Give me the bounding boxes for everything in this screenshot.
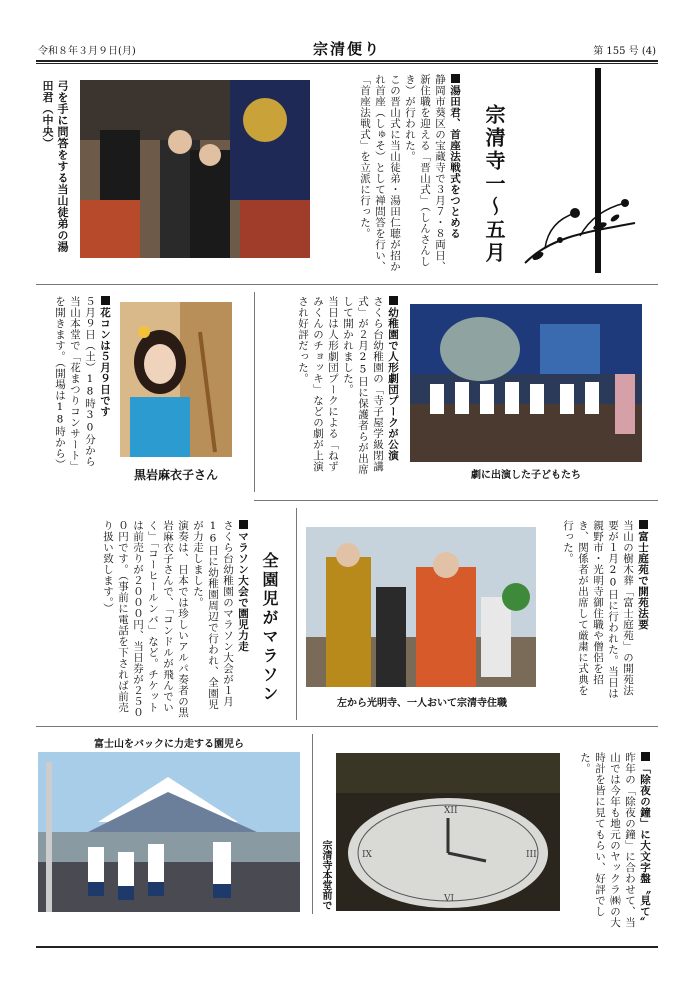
article5-caption: 富士山をバックに力走する園児ら <box>94 739 244 750</box>
svg-text:VI: VI <box>444 894 455 904</box>
article1-caption: 弓を手に問答をする当山徒弟の湯田君（中央） <box>41 80 69 253</box>
col-divider-2 <box>254 292 255 492</box>
article3-photo <box>410 304 642 462</box>
article1-body1: 静岡市葵区の宝蔵寺で３月７・８両日、新住職を迎える「晋山式」（しんさんしき）が行われた。 <box>404 74 446 272</box>
article3-body2: 当日は人形劇団プークによる「ねずみくんのチョッキ」などの劇が上演され好評だった。 <box>297 296 339 472</box>
col-divider-3 <box>296 508 297 720</box>
issue-date: 令和８年３月９日(月) <box>38 46 136 57</box>
article1-text <box>320 74 462 279</box>
article6-text <box>570 752 652 932</box>
article5-text <box>38 520 250 720</box>
article4-caption: 左から光明寺、一人おいて宗清寺住職 <box>337 698 507 709</box>
article5-body2: 演奏は、日本では珍しいアルパ奏者の黒岩麻衣子さんで、「コンドルが飛んでいく」「コーヒールンバ」など。チケットは前売りが２０００円、当日券が２５００円です。（事前に電話を下されば前売り扱い致します。） <box>102 520 189 718</box>
article2-photo <box>120 302 232 457</box>
article6-caption: 宗清寺本堂前で <box>320 840 331 910</box>
article3-text <box>262 296 400 481</box>
article3-caption: 劇に出演した子どもたち <box>471 470 581 481</box>
issue-number: 第 155 号 (4) <box>593 46 656 57</box>
svg-text:XII: XII <box>444 806 458 816</box>
newsletter-title: 宗清便り <box>312 40 381 58</box>
article2-body: ５月９日（土）18時30分から当山本堂で「花まつりコンサート」を開きます。（開場は18時から） <box>54 296 96 472</box>
article6-headline: 「除夜の鐘」に大文字盤〝見て〟 <box>639 763 651 928</box>
article6-body: 昨年の「除夜の鐘」に合わせて、当山では今年も地元のヤックラ㈱の大時計を皆に見てもらい、好評でした。 <box>579 752 636 928</box>
section-title: 宗清寺一〜五月 <box>482 104 506 265</box>
article4-body: 当山の樹木葬「富士庭苑」の開苑法要が１月20日に行われた。当日は親野市・光明寺御住職や僧侶を招き、関係者が出席して厳粛に式典を行った。 <box>562 520 634 699</box>
header-rule-thin <box>36 63 658 64</box>
row-divider-3 <box>36 726 658 727</box>
article5-body1: さくら台幼稚園のマラソン大会が１月16日に幼稚園周辺で行われ、全園児が力走しました。 <box>192 520 234 710</box>
article5-big-title: 全園児がマラソン <box>260 552 279 704</box>
footer-rule <box>36 946 658 948</box>
article2-text <box>40 296 112 476</box>
col-divider-4 <box>312 734 313 914</box>
article3-headline: 幼稚園で人形劇団プークが公演 <box>387 307 399 461</box>
article1-body2: この晋山式に当山徒弟・湯田仁聴が招かれ首座（しゅそ）として禅問答を行い、「首座法戦式」を立派に行った。 <box>359 74 401 272</box>
row-divider-2 <box>254 500 658 501</box>
article4-headline: 富士庭苑で開苑法要 <box>637 531 649 630</box>
article4-photo <box>306 527 536 687</box>
svg-text:III: III <box>526 850 537 860</box>
article5-photo <box>38 752 300 912</box>
flower-ornament-icon <box>520 178 640 273</box>
article3-body1: さくら台幼稚園の「寺子屋学級閉講式」が２月25日に保護者らが出席して開かれました。 <box>342 296 384 475</box>
article5-headline: マラソン大会で園児力走 <box>237 531 249 652</box>
svg-text:IX: IX <box>362 850 372 860</box>
article2-headline: 花コンは５月９日です <box>99 307 111 417</box>
row-divider-1 <box>36 284 658 285</box>
header-rule <box>36 60 658 62</box>
article6-photo <box>336 753 560 911</box>
article4-text <box>540 520 650 705</box>
article1-headline: 湯田君、首座法戦式をつとめる <box>449 85 461 239</box>
article2-caption: 黒岩麻衣子さん <box>133 468 218 482</box>
article1-photo <box>80 80 310 258</box>
